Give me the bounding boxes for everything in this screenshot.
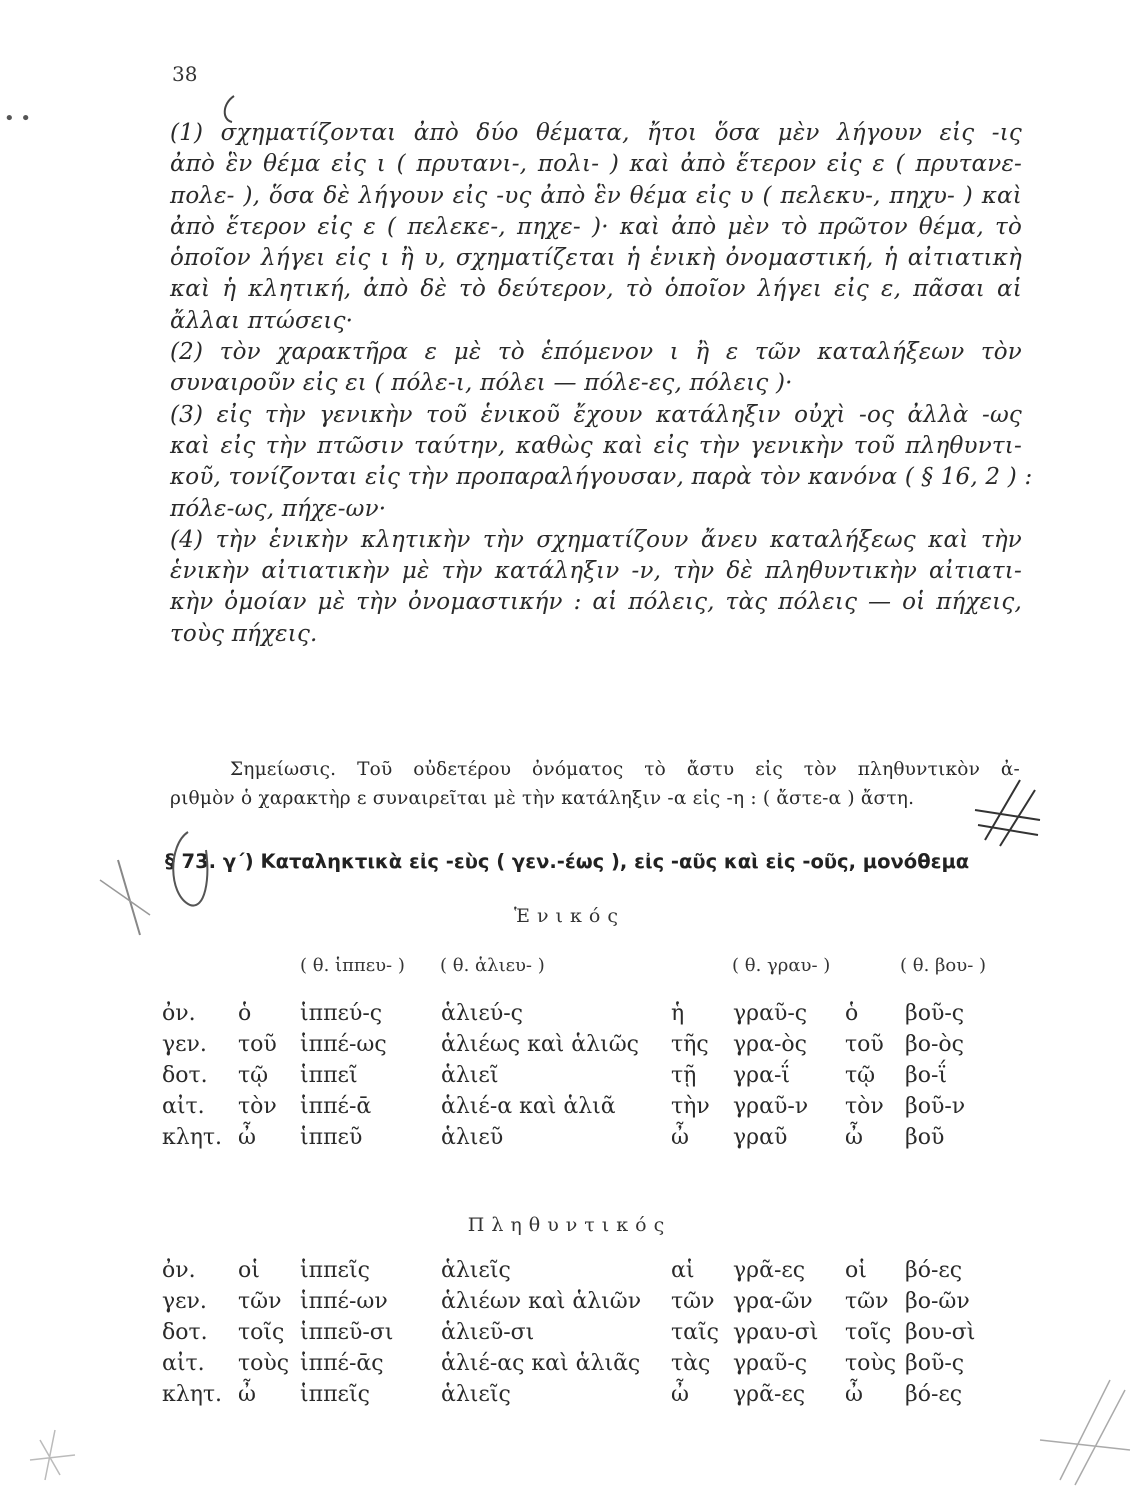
paradigm-cell: ἁλιεῖς: [441, 1382, 511, 1407]
paradigm-cell: γραυ-σὶ: [733, 1320, 819, 1345]
paradigm-cell: ἁλιέων καὶ ἁλιῶν: [441, 1289, 642, 1314]
paradigm-row: [162, 1029, 1005, 1060]
paradigm-cell: ἱππεῖ: [300, 1063, 358, 1088]
paradigm-cell: ἁλιεῖ: [441, 1063, 499, 1088]
body-text: [170, 118, 1033, 650]
note: [170, 755, 1020, 813]
paradigm-cell: γρα-ῶν: [733, 1289, 813, 1314]
paradigm-cell: ὦ: [845, 1382, 863, 1407]
paradigm-cell: βό-ες: [905, 1382, 963, 1407]
paradigm-cell: γρᾶ-ες: [733, 1382, 806, 1407]
paradigm-cell: τοῦ: [238, 1032, 277, 1057]
paragraph-2: [170, 337, 1022, 400]
paradigm-cell: ὦ: [671, 1125, 689, 1150]
paradigm-cell: γεν.: [162, 1032, 207, 1057]
paradigm-cell: ἱππέ-ᾱ: [300, 1094, 372, 1119]
paradigm-cell: ὦ: [845, 1125, 863, 1150]
paradigm-cell: ἱππεῦ-σι: [300, 1320, 394, 1345]
paradigm-cell: τοὺς: [845, 1351, 897, 1376]
text-line: (2) τὸν χαρακτῆρα ε μὲ τὸ ἑπόμενον ι ἢ ε τῶν καταλήξεων τὸν: [170, 339, 1022, 366]
paradigm-row: [162, 1091, 1005, 1122]
paradigm-cell: γρα-ὸς: [733, 1032, 807, 1057]
text-line: (3) εἰς τὴν γενικὴν τοῦ ἑνικοῦ ἔχουν κατάληξιν οὐχὶ -ος ἀλλὰ -ως: [170, 401, 1022, 428]
paradigm-cell: γραῦ-ν: [733, 1094, 809, 1119]
paradigm-row: [162, 1286, 1005, 1317]
paradigm-cell: ἁλιέως καὶ ἁλιῶς: [441, 1032, 639, 1057]
paradigm-row: [162, 1122, 1005, 1153]
paradigm-row: [162, 1255, 1005, 1286]
paradigm-cell: ἁλιεῖς: [441, 1258, 511, 1283]
paradigm-cell: ὀν.: [162, 1001, 196, 1026]
pencil-stroke-mark: [30, 1430, 75, 1480]
text-line: πολε- ), ὅσα δὲ λήγουν εἰς -υς ἀπὸ ἓν θέμα εἰς υ ( πελεκυ-, πηχυ- ) καὶ: [170, 182, 1022, 209]
paradigm-cell: γραῦ-ς: [733, 1001, 808, 1026]
paradigm-cell: τὰς: [671, 1351, 711, 1376]
theme-label: ( θ. ἱππευ- ): [300, 955, 405, 976]
paradigm-cell: τῶν: [845, 1289, 889, 1314]
paradigm-cell: ὦ: [671, 1382, 689, 1407]
paradigm-cell: ἱππεῦ: [300, 1125, 363, 1150]
paradigm-cell: ὦ: [238, 1382, 256, 1407]
text-line: ἀπὸ ἓν θέμα εἰς ι ( πρυτανι-, πολι- ) καὶ ἀπὸ ἕτερον εἰς ε ( πρυτανε-: [170, 151, 1022, 178]
text-line: συναιροῦν εἰς ει ( πόλε-ι, πόλει — πόλε-ες, πόλεις )·: [170, 370, 793, 397]
paradigm-cell: ἱππέ-ως: [300, 1032, 387, 1057]
paradigm-cell: βο-ῶν: [905, 1289, 970, 1314]
paradigm-row: [162, 1379, 1005, 1410]
plural-table: [162, 1255, 1005, 1410]
paradigm-row: [162, 1317, 1005, 1348]
text-line: πόλε-ως, πήχε-ων·: [170, 495, 387, 522]
note-line: ριθμὸν ὁ χαρακτὴρ ε συναιρεῖται μὲ τὴν κατάληξιν -α εἰς -η : ( ἄστε-α ) ἄστη.: [170, 788, 915, 809]
text-line: καὶ εἰς τὴν πτῶσιν ταύτην, καθὼς καὶ εἰς τὴν γενικὴν τοῦ πληθυντι-: [170, 432, 1022, 459]
paradigm-cell: τῶν: [671, 1289, 715, 1314]
text-line: κοῦ, τονίζονται εἰς τὴν προπαραλήγουσαν, παρὰ τὸν κανόνα ( § 16, 2 ) :: [170, 464, 1033, 491]
paradigm-cell: κλητ.: [162, 1382, 223, 1407]
paradigm-cell: γραῦ-ς: [733, 1351, 808, 1376]
margin-mark: • •: [4, 108, 31, 129]
paradigm-row: [162, 1060, 1005, 1091]
paradigm-cell: τοῦ: [845, 1032, 884, 1057]
paradigm-cell: τὸν: [845, 1094, 884, 1119]
text-line: κὴν ὁμοίαν μὲ τὴν ὀνομαστικήν : αἱ πόλεις, τὰς πόλεις — οἱ πήχεις,: [170, 589, 1022, 616]
paradigm-cell: αἰτ.: [162, 1351, 205, 1376]
text-line: (4) τὴν ἑνικὴν κλητικὴν τὴν σχηματίζουν ἄνευ καταλήξεως καὶ τὴν: [170, 526, 1022, 553]
paradigm-cell: ἱππεύ-ς: [300, 1001, 383, 1026]
paradigm-cell: βου-σὶ: [905, 1320, 976, 1345]
paradigm-row: [162, 1348, 1005, 1379]
paradigm-cell: τῶν: [238, 1289, 282, 1314]
paradigm-cell: ἁλιεῦ-σι: [441, 1320, 535, 1345]
paradigm-cell: ἱππεῖς: [300, 1258, 370, 1283]
paradigm-cell: γρᾶ-ες: [733, 1258, 806, 1283]
paradigm-cell: τοῖς: [845, 1320, 892, 1345]
paradigm-cell: βό-ες: [905, 1258, 963, 1283]
paradigm-cell: βο-ὸς: [905, 1032, 964, 1057]
paragraph-3: [170, 400, 1033, 525]
paradigm-cell: τοὺς: [238, 1351, 290, 1376]
paragraph-4: [170, 525, 1022, 650]
note-line: Σημείωσις. Τοῦ οὐδετέρου ὀνόματος τὸ ἄστυ εἰς τὸν πληθυντικὸν ἀ-: [230, 759, 1020, 780]
paradigm-cell: ἱππέ-ων: [300, 1289, 388, 1314]
paradigm-cell: ἁλιεῦ: [441, 1125, 504, 1150]
text-line: ὁποῖον λήγει εἰς ι ἢ υ, σχηματίζεται ἡ ἑνικὴ ὀνομαστική, ἡ αἰτιατικὴ: [170, 245, 1022, 272]
paradigm-cell: βοῦ: [905, 1125, 945, 1150]
paradigm-cell: ὀν.: [162, 1258, 196, 1283]
paradigm-cell: αἱ: [671, 1258, 695, 1283]
paradigm-cell: γεν.: [162, 1289, 207, 1314]
text-line: ἑνικὴν αἰτιατικὴν μὲ τὴν κατάληξιν -ν, τὴν δὲ πληθυντικὴν αἰτιατι-: [170, 558, 1022, 585]
paradigm-cell: οἱ: [238, 1258, 260, 1283]
paradigm-cell: γρα-ΐ: [733, 1063, 790, 1088]
plural-heading: Πληθυντικός: [467, 1214, 672, 1236]
paradigm-cell: τῇ: [671, 1063, 697, 1088]
paradigm-cell: ἡ: [671, 1001, 685, 1026]
text-line: (1) σχηματίζονται ἀπὸ δύο θέματα, ἤτοι ὅσα μὲν λήγουν εἰς -ις: [170, 120, 1022, 146]
paradigm-cell: δοτ.: [162, 1320, 208, 1345]
paradigm-cell: βοῦ-ς: [905, 1351, 965, 1376]
paradigm-cell: τῷ: [238, 1063, 269, 1088]
section-heading: § 73. γ΄) Καταληκτικὰ εἰς -εὺς ( γεν.-έως ), εἰς -αῦς καὶ εἰς -οῦς, μονόθεμα: [165, 850, 970, 873]
paradigm-row: [162, 998, 1005, 1029]
paradigm-cell: τοῖς: [238, 1320, 285, 1345]
paradigm-cell: βο-ΐ: [905, 1063, 948, 1088]
paradigm-cell: τὴν: [671, 1094, 710, 1119]
page-number: 38: [172, 62, 198, 86]
paradigm-cell: τὸν: [238, 1094, 277, 1119]
theme-label: ( θ. γραυ- ): [732, 955, 831, 976]
paradigm-cell: αἰτ.: [162, 1094, 205, 1119]
text-line: ἄλλαι πτώσεις·: [170, 307, 354, 334]
paradigm-cell: ὁ: [238, 1001, 252, 1026]
paradigm-cell: τῆς: [671, 1032, 709, 1057]
paradigm-cell: ταῖς: [671, 1320, 719, 1345]
paragraph-1: [170, 118, 1022, 337]
singular-table: [162, 998, 1005, 1153]
theme-label: ( θ. ἁλιευ- ): [440, 955, 545, 976]
paradigm-cell: βοῦ-ν: [905, 1094, 966, 1119]
paradigm-cell: δοτ.: [162, 1063, 208, 1088]
paradigm-cell: κλητ.: [162, 1125, 223, 1150]
text-line: καὶ ἡ κλητική, ἀπὸ δὲ τὸ δεύτερον, τὸ ὁποῖον λήγει εἰς ε, πᾶσαι αἱ: [170, 276, 1022, 303]
paradigm-cell: βοῦ-ς: [905, 1001, 965, 1026]
text-line: τοὺς πήχεις.: [170, 620, 318, 647]
paradigm-cell: ἁλιέ-α καὶ ἁλιᾶ: [441, 1094, 616, 1119]
theme-label: ( θ. βου- ): [900, 955, 987, 976]
paradigm-cell: ἱππεῖς: [300, 1382, 370, 1407]
text-line: ἀπὸ ἕτερον εἰς ε ( πελεκε-, πηχε- )· καὶ ἀπὸ μὲν τὸ πρῶτον θέμα, τὸ: [170, 213, 1022, 240]
paradigm-cell: ὁ: [845, 1001, 859, 1026]
paradigm-cell: ἁλιεύ-ς: [441, 1001, 523, 1026]
paradigm-cell: γραῦ: [733, 1125, 788, 1150]
singular-heading: Ἑνικός: [514, 905, 625, 927]
paradigm-cell: τῷ: [845, 1063, 876, 1088]
hash-mark: [1040, 1380, 1130, 1485]
paradigm-cell: ὦ: [238, 1125, 256, 1150]
paradigm-cell: ἁλιέ-ας καὶ ἁλιᾶς: [441, 1351, 641, 1376]
paradigm-cell: ἱππέ-ᾱς: [300, 1351, 384, 1376]
paradigm-cell: οἱ: [845, 1258, 867, 1283]
